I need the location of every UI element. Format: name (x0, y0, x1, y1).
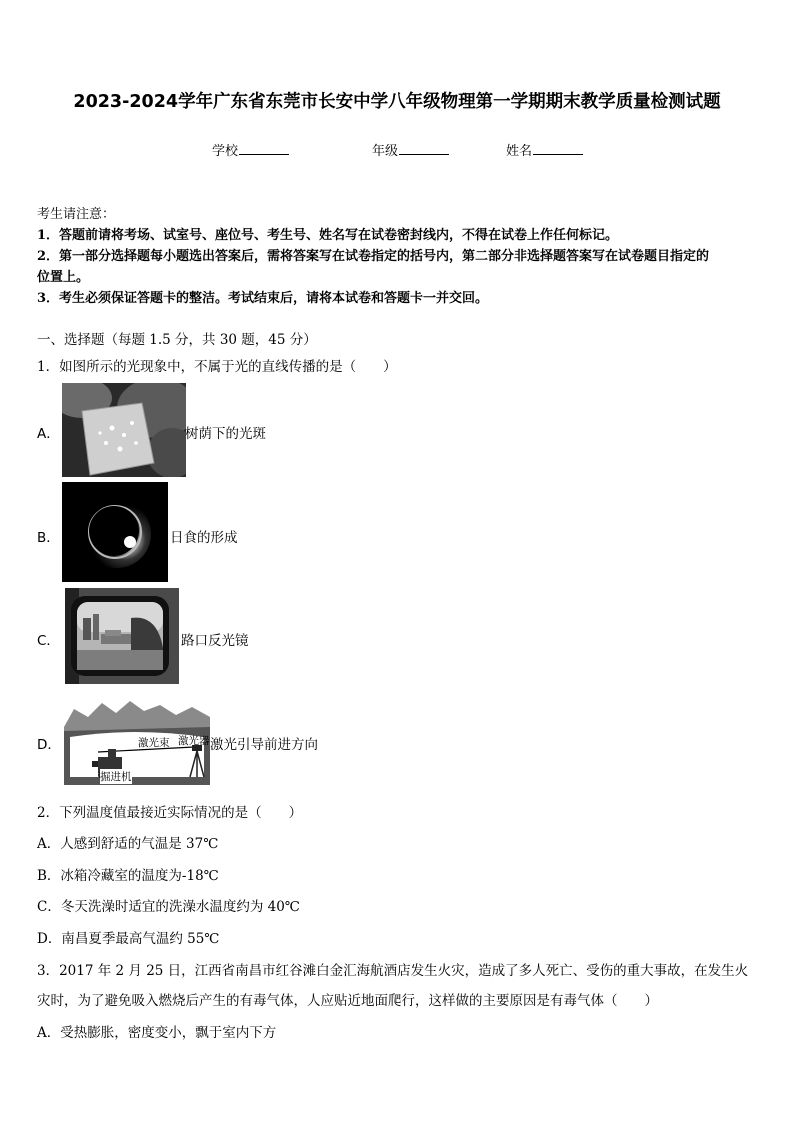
q2-option-d[interactable]: D．南昌夏季最高气温约 55℃ (37, 931, 220, 947)
notice-item-3: 3．考生必须保证答题卡的整洁。考试结束后，请将本试卷和答题卡一并交回。 (37, 291, 489, 306)
q3-stem-line-2: 灾时，为了避免吸入燃烧后产生的有毒气体，人应贴近地面爬行，这样做的主要原因是有毒气体（ ） (37, 993, 658, 1009)
school-label: 学校 (212, 144, 239, 159)
q2-option-b[interactable]: B．冰箱冷藏室的温度为-18℃ (37, 868, 219, 884)
school-field[interactable] (212, 140, 289, 159)
grade-blank[interactable] (399, 142, 449, 155)
convex-mirror-image (65, 588, 179, 684)
q1-option-d-letter[interactable]: D． (37, 737, 61, 753)
shadow-spots-image (62, 383, 186, 477)
q1-option-d-caption: 激光引导前进方向 (210, 737, 318, 753)
name-field[interactable] (506, 140, 583, 159)
q1-option-a-caption: 树荫下的光斑 (185, 426, 266, 442)
q1-option-c-letter[interactable]: C． (37, 633, 60, 649)
notice-heading: 考生请注意： (37, 207, 116, 222)
notice-item-2: 2．第一部分选择题每小题选出答案后，需将答案写在试卷指定的括号内，第二部分非选择题答案写在试卷题目指定的 (37, 249, 710, 264)
section-heading: 一、选择题（每题 1.5 分，共 30 题，45 分） (37, 332, 317, 348)
name-label: 姓名 (506, 144, 533, 159)
grade-label: 年级 (372, 144, 399, 159)
q1-option-c-caption: 路口反光镜 (181, 633, 249, 649)
name-blank[interactable] (533, 142, 583, 155)
tunneler-label: 掘进机 (100, 771, 132, 783)
q3-option-a[interactable]: A．受热膨胀，密度变小，飘于室内下方 (37, 1025, 277, 1041)
q1-option-a-letter[interactable]: A． (37, 426, 60, 442)
notice-item-1: 1．答题前请将考场、试室号、座位号、考生号、姓名写在试卷密封线内，不得在试卷上作任何标记。 (37, 228, 619, 243)
q2-option-c[interactable]: C．冬天洗澡时适宜的洗澡水温度约为 40℃ (37, 899, 300, 915)
laser-beam-label: 激光束 (138, 737, 170, 749)
q2-option-a[interactable]: A．人感到舒适的气温是 37℃ (37, 836, 219, 852)
notice-item-2-cont: 位置上。 (37, 270, 90, 285)
q3-stem-line-1: 3．2017 年 2 月 25 日，江西省南昌市红谷滩白金汇海航酒店发生火灾，造成了多人死亡、受伤的重大事故，在发生火 (37, 963, 749, 979)
q2-stem: 2．下列温度值最接近实际情况的是（ ） (37, 805, 303, 821)
solar-eclipse-image (62, 482, 168, 582)
q1-option-b-letter[interactable]: B． (37, 530, 60, 546)
q1-stem: 1．如图所示的光现象中，不属于光的直线传播的是（ ） (37, 359, 397, 375)
school-blank[interactable] (239, 142, 289, 155)
q1-option-b-caption: 日食的形成 (170, 530, 238, 546)
grade-field[interactable] (372, 140, 449, 159)
laser-label: 激光器 (178, 735, 210, 747)
laser-tunnel-image (64, 697, 210, 785)
page-title: 2023-2024学年广东省东莞市长安中学八年级物理第一学期期末教学质量检测试题 (73, 92, 721, 112)
